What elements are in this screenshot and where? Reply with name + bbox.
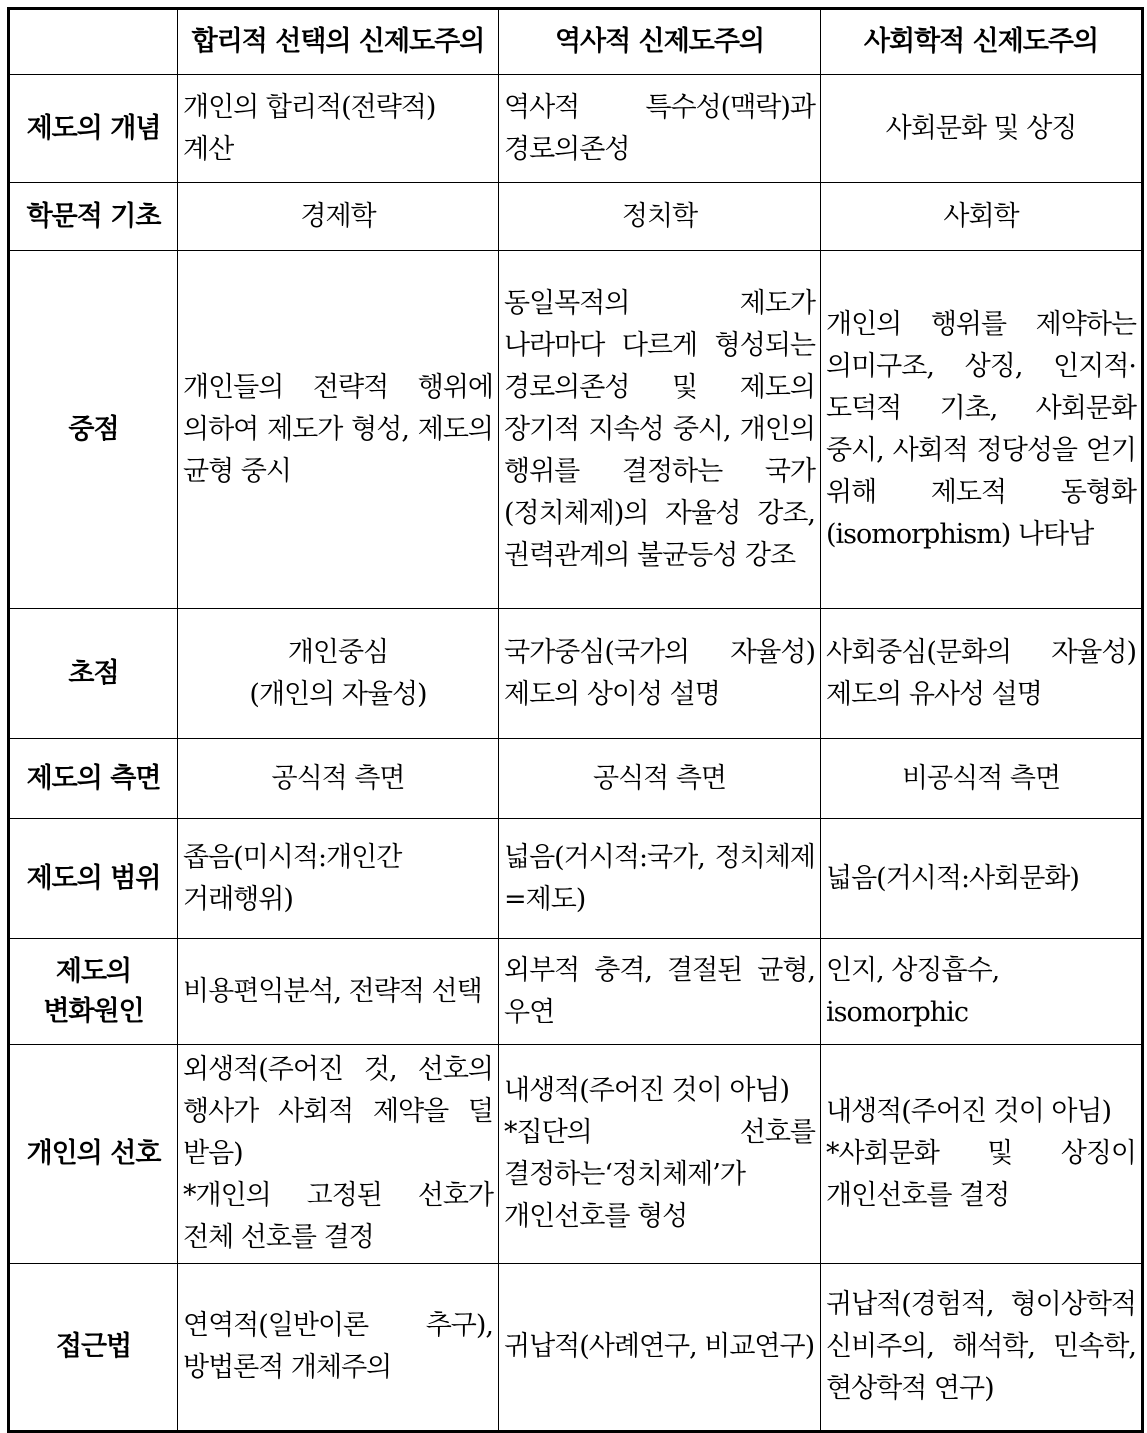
column-header-rational-choice: 합리적 선택의 신제도주의 (178, 9, 499, 75)
row-label: 학문적 기초 (9, 183, 178, 251)
table-container (7, 7, 1144, 1433)
row-label: 초점 (9, 609, 178, 739)
table-row-concept (9, 75, 1143, 183)
table-cell: 역사적 특수성(맥락)과 경로의존성 (499, 75, 821, 183)
table-cell: 외부적 충격, 결절된 균형, 우연 (499, 939, 821, 1045)
table-cell (178, 1045, 499, 1264)
row-label: 중점 (9, 251, 178, 609)
table-row-approach (9, 1264, 1143, 1432)
table-row-focus (9, 609, 1143, 739)
table-cell: 동일목적의 제도가 나라마다 다르게 형성되는 경로의존성 및 제도의 장기적 지속성 중시, 개인의 행위를 결정하는 국가(정치체제)의 자율성 강조, 권력관계의 불균등성 강조 (499, 251, 821, 609)
row-label-line: 변화원인 (43, 995, 144, 1027)
cell-line: *개인의 고정된 선호가 전체 선호를 결정 (183, 1180, 493, 1253)
table-cell: 개인의 행위를 제약하는 의미구조, 상징, 인지적·도덕적 기초, 사회문화 중시, 사회적 정당성을 얻기 위해 제도적 동형화(isomorphism) 나타남 (821, 251, 1143, 609)
comparison-table (7, 7, 1144, 1433)
table-cell: 개인의 합리적(전략적) 계산 (178, 75, 499, 183)
table-cell: 개인들의 전략적 행위에 의하여 제도가 형성, 제도의 균형 중시 (178, 251, 499, 609)
table-row-scope (9, 819, 1143, 939)
cell-line: *집단의 선호를 결정하는‘정치체제’가 개인선호를 형성 (504, 1117, 815, 1232)
table-cell: 귀납적(경험적, 형이상학적 신비주의, 해석학, 민속학, 현상학적 연구) (821, 1264, 1143, 1432)
table-cell: 비용편익분석, 전략적 선택 (178, 939, 499, 1045)
row-label: 제도의 개념 (9, 75, 178, 183)
row-label-line: 제도의 (55, 955, 132, 987)
table-cell: 국가중심(국가의 자율성) 제도의 상이성 설명 (499, 609, 821, 739)
table-cell: 비공식적 측면 (821, 739, 1143, 819)
table-cell: 넓음(거시적:국가, 정치체제=제도) (499, 819, 821, 939)
table-cell: 사회문화 및 상징 (821, 75, 1143, 183)
column-header-historical: 역사적 신제도주의 (499, 9, 821, 75)
corner-cell (9, 9, 178, 75)
table-cell: 경제학 (178, 183, 499, 251)
table-cell (821, 939, 1143, 1045)
cell-line: 외생적(주어진 것, 선호의 행사가 사회적 제약을 덜 받음) (183, 1054, 493, 1169)
row-label: 접근법 (9, 1264, 178, 1432)
row-label: 개인의 선호 (9, 1045, 178, 1264)
cell-line: *사회문화 및 상징이 개인선호를 결정 (826, 1138, 1136, 1211)
row-label (9, 939, 178, 1045)
table-row-academic-basis (9, 183, 1143, 251)
header-row (9, 9, 1143, 75)
table-row-change-cause (9, 939, 1143, 1045)
table-cell: 좁음(미시적:개인간 거래행위) (178, 819, 499, 939)
cell-line: 내생적(주어진 것이 아님) (826, 1096, 1112, 1127)
cell-line: 내생적(주어진 것이 아님) (504, 1075, 790, 1106)
row-label: 제도의 측면 (9, 739, 178, 819)
column-header-sociological: 사회학적 신제도주의 (821, 9, 1143, 75)
table-cell (821, 1045, 1143, 1264)
table-cell: 귀납적(사례연구, 비교연구) (499, 1264, 821, 1432)
table-row-preference (9, 1045, 1143, 1264)
cell-line: 개인중심 (287, 636, 389, 668)
table-cell: 공식적 측면 (178, 739, 499, 819)
cell-line: 인지, 상징흡수, (826, 954, 1000, 986)
row-label: 제도의 범위 (9, 819, 178, 939)
table-cell: 넓음(거시적:사회문화) (821, 819, 1143, 939)
cell-line: isomorphic (826, 996, 968, 1028)
table-row-aspect (9, 739, 1143, 819)
table-cell (499, 1045, 821, 1264)
table-cell: 연역적(일반이론 추구), 방법론적 개체주의 (178, 1264, 499, 1432)
cell-line: (개인의 자율성) (249, 678, 427, 710)
table-cell: 정치학 (499, 183, 821, 251)
table-cell: 사회중심(문화의 자율성) 제도의 유사성 설명 (821, 609, 1143, 739)
table-cell: 사회학 (821, 183, 1143, 251)
table-row-emphasis (9, 251, 1143, 609)
table-cell (178, 609, 499, 739)
table-cell: 공식적 측면 (499, 739, 821, 819)
